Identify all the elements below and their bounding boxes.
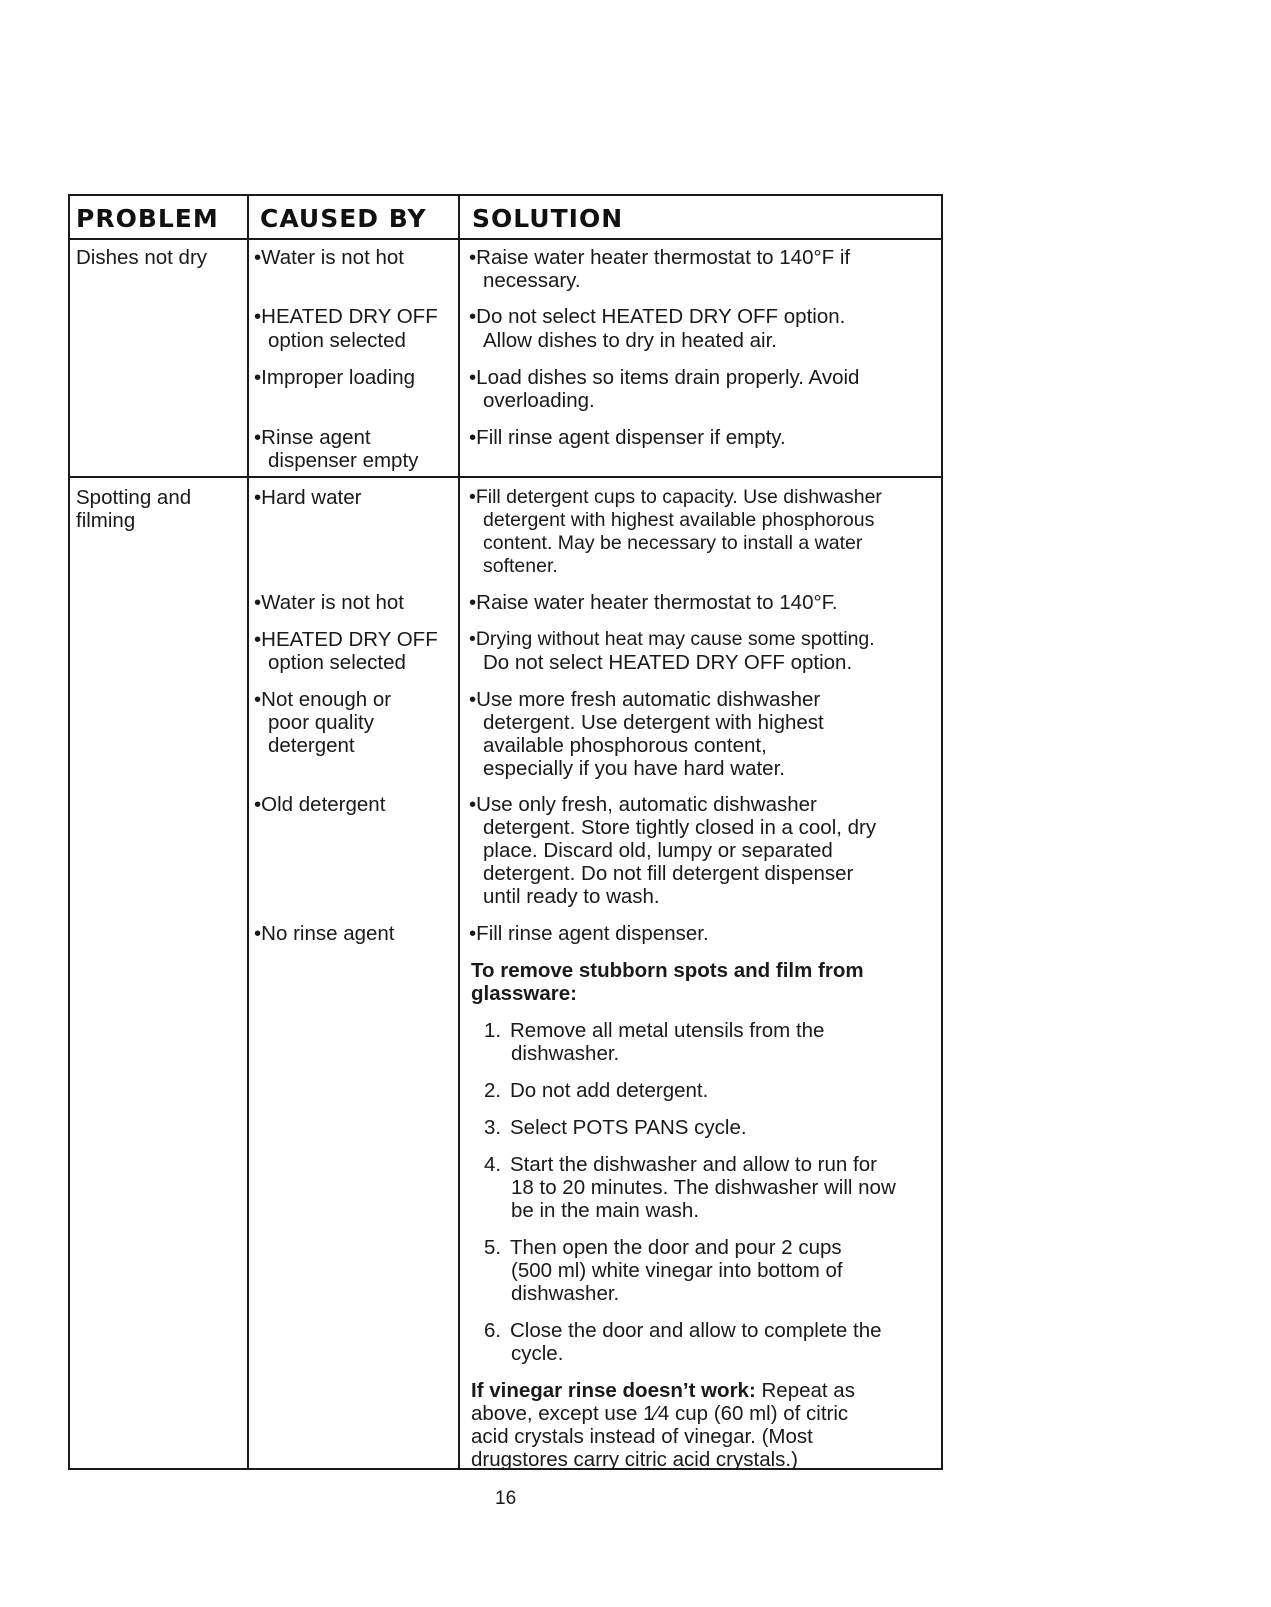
solution-fill-rinse-dispenser: •Fill rinse agent dispenser. xyxy=(469,922,709,945)
step-text: Start the dishwasher and allow to run for xyxy=(510,1153,877,1176)
solution-fill-detergent-line4: softener. xyxy=(483,555,558,577)
vinegar-note-heading: If vinegar rinse doesn’t work: xyxy=(471,1379,756,1402)
step-text: (500 ml) white vinegar into bottom of xyxy=(511,1259,843,1282)
solution-use-fresh-detergent-line4: detergent. Do not fill detergent dispenser xyxy=(483,862,854,885)
column-divider xyxy=(458,196,460,1468)
cause-heated-dry-off-2-line2: option selected xyxy=(268,651,406,674)
cause-hard-water: •Hard water xyxy=(254,486,362,509)
row-divider xyxy=(70,476,941,478)
stubborn-heading-line2: glassware: xyxy=(471,982,577,1005)
vinegar-note-line4: drugstores carry citric acid crystals.) xyxy=(471,1448,798,1471)
solution-use-fresh-detergent-line2: detergent. Store tightly closed in a cool, dry xyxy=(483,816,877,839)
step-text: Then open the door and pour 2 cups xyxy=(510,1236,842,1259)
step-text: Select POTS PANS cycle. xyxy=(510,1116,747,1139)
header-solution: SOLUTION xyxy=(472,204,624,233)
problem-filming: filming xyxy=(76,509,136,532)
solution-use-more-detergent-line3: available phosphorous content, xyxy=(483,734,767,757)
header-problem: PROBLEM xyxy=(76,204,219,233)
step-text: Remove all metal utensils from the xyxy=(510,1019,825,1042)
solution-use-fresh-detergent: •Use only fresh, automatic dishwasher xyxy=(469,793,817,816)
cause-water-not-hot-2: •Water is not hot xyxy=(254,591,404,614)
solution-fill-rinse-agent: •Fill rinse agent dispenser if empty. xyxy=(469,426,786,449)
solution-drying-without-heat: •Drying without heat may cause some spotting. xyxy=(469,628,875,650)
solution-raise-thermostat-line2: necessary. xyxy=(483,269,581,292)
vinegar-note-line3: acid crystals instead of vinegar. (Most xyxy=(471,1425,813,1448)
cause-heated-dry-off-2: •HEATED DRY OFF xyxy=(254,628,438,651)
step-text: Do not add detergent. xyxy=(510,1079,709,1102)
step-text: Close the door and allow to complete the xyxy=(510,1319,882,1342)
solution-use-more-detergent: •Use more fresh automatic dishwasher xyxy=(469,688,821,711)
troubleshooting-table xyxy=(68,194,943,1470)
step-number: 4. xyxy=(484,1153,502,1176)
solution-raise-thermostat-2: •Raise water heater thermostat to 140°F. xyxy=(469,591,838,614)
solution-use-more-detergent-line4: especially if you have hard water. xyxy=(483,757,785,780)
step-number: 1. xyxy=(484,1019,502,1042)
cause-not-enough-detergent-line3: detergent xyxy=(268,734,355,757)
solution-load-dishes: •Load dishes so items drain properly. Avoid xyxy=(469,366,860,389)
cause-water-not-hot: •Water is not hot xyxy=(254,246,404,269)
cause-rinse-agent-line2: dispenser empty xyxy=(268,449,419,472)
solution-do-not-select: •Do not select HEATED DRY OFF option. xyxy=(469,305,846,328)
step-text: dishwasher. xyxy=(511,1282,620,1305)
solution-fill-detergent: •Fill detergent cups to capacity. Use dishwasher xyxy=(469,486,882,508)
step-text: be in the main wash. xyxy=(511,1199,700,1222)
vinegar-note-line2: above, except use 1⁄4 cup (60 ml) of citric xyxy=(471,1402,849,1425)
vinegar-note-text: Repeat as xyxy=(755,1379,855,1402)
solution-fill-detergent-line2: detergent with highest available phosphorous xyxy=(483,509,875,531)
solution-drying-without-heat-line2: Do not select HEATED DRY OFF option. xyxy=(483,651,853,674)
cause-not-enough-detergent: •Not enough or xyxy=(254,688,392,711)
step-text: 18 to 20 minutes. The dishwasher will now xyxy=(511,1176,896,1199)
cause-old-detergent: •Old detergent xyxy=(254,793,386,816)
problem-dishes-not-dry: Dishes not dry xyxy=(76,246,208,269)
cause-rinse-agent: •Rinse agent xyxy=(254,426,371,449)
step-text: dishwasher. xyxy=(511,1042,620,1065)
step-number: 3. xyxy=(484,1116,502,1139)
solution-fill-detergent-line3: content. May be necessary to install a water xyxy=(483,532,863,554)
step-number: 6. xyxy=(484,1319,502,1342)
step-number: 5. xyxy=(484,1236,502,1259)
cause-not-enough-detergent-line2: poor quality xyxy=(268,711,374,734)
cause-no-rinse-agent: •No rinse agent xyxy=(254,922,395,945)
header-divider xyxy=(70,238,941,240)
solution-raise-thermostat: •Raise water heater thermostat to 140°F if xyxy=(469,246,851,269)
solution-do-not-select-line2: Allow dishes to dry in heated air. xyxy=(483,329,777,352)
header-caused-by: CAUSED BY xyxy=(260,204,427,233)
cause-heated-dry-off-line2: option selected xyxy=(268,329,406,352)
problem-spotting: Spotting and xyxy=(76,486,192,509)
page-number: 16 xyxy=(495,1488,517,1509)
cause-improper-loading: •Improper loading xyxy=(254,366,416,389)
cause-heated-dry-off: •HEATED DRY OFF xyxy=(254,305,438,328)
solution-use-fresh-detergent-line3: place. Discard old, lumpy or separated xyxy=(483,839,833,862)
solution-use-fresh-detergent-line5: until ready to wash. xyxy=(483,885,660,908)
step-text: cycle. xyxy=(511,1342,564,1365)
stubborn-heading: To remove stubborn spots and film from xyxy=(471,959,864,982)
solution-use-more-detergent-line2: detergent. Use detergent with highest xyxy=(483,711,824,734)
solution-load-dishes-line2: overloading. xyxy=(483,389,595,412)
step-number: 2. xyxy=(484,1079,502,1102)
vinegar-note xyxy=(471,1379,855,1403)
column-divider xyxy=(247,196,249,1468)
